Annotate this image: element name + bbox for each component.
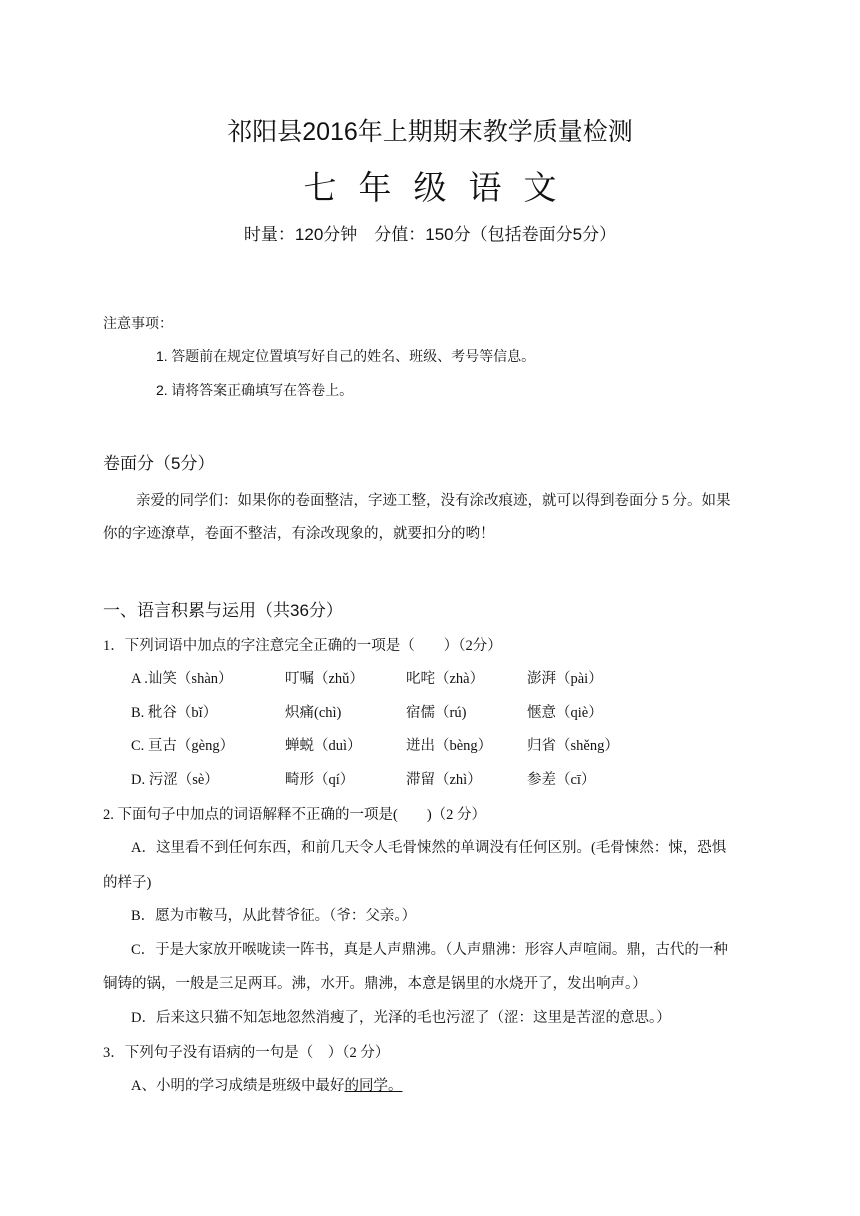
neatness-line-1: 亲爱的同学们：如果你的卷面整洁，字迹工整，没有涂改痕迹，就可以得到卷面分 5 分。如果 [136,493,731,509]
q2-option-c-line-1: C．于是大家放开喉咙读一阵书，真是人声鼎沸。（人声鼎沸：形容人声喧闹。鼎，古代的一种 [131,942,728,958]
q1-option-a-2: 叮嘱（zhǔ） [285,671,364,687]
q2-option-d: D．后来这只猫不知怎地忽然消瘦了，光泽的毛也污涩了（涩：这里是苦涩的意思。） [131,1010,671,1026]
q1-option-b-3: 宿儒（rú) [406,705,467,721]
q1-option-b: B. 秕谷（bǐ） [131,705,218,721]
section-1-heading: 一、语言积累与运用（共36分） [103,601,343,620]
q1-option-c-3: 迸出（bèng） [406,738,493,754]
q1-option-d: D. 污涩（sè） [131,772,219,788]
q1-option-a: A .讪笑（shàn） [131,671,233,687]
notice-item-num: 1. [156,348,168,364]
exam-meta: 时量：120分钟 分值：150分（包括卷面分5分） [243,225,617,244]
question-2-stem: 2. 下面句子中加点的词语解释不正确的一项是( )（2 分） [103,807,487,823]
q2-option-a-line-2: 的样子) [103,875,152,891]
notice-item-1 [156,346,535,366]
q2-option-a-line-1: A．这里看不到任何东西，和前几天令人毛骨悚然的单调没有任何区别。(毛骨悚然：悚，恐惧 [131,840,727,856]
q2-option-c-line-2: 铜铸的锅，一般是三足两耳。沸，水开。鼎沸，本意是锅里的水烧开了，发出响声。） [103,976,647,992]
notice-item-2 [156,380,353,400]
notice-heading: 注意事项： [103,317,173,332]
exam-subject: 七年级语文 [303,169,579,206]
q1-option-a-3: 叱咤（zhà） [406,671,485,687]
question-1-stem: 1．下列词语中加点的字注意完全正确的一项是（ ）（2分） [103,638,502,654]
notice-item-text: 请将答案正确填写在答卷上。 [171,384,354,399]
q1-option-d-3: 滞留（zhì） [406,772,482,788]
neatness-heading: 卷面分（5分） [103,454,215,473]
notice-item-num: 2. [156,382,168,398]
q1-option-d-2: 畸形（qí） [285,772,355,788]
q3-option-a [131,1074,402,1095]
q1-option-b-2: 炽痛(chì) [285,705,342,721]
q3-option-a-underlined: 的同学。 [344,1078,403,1094]
q1-option-c-4: 归省（shěng） [527,738,619,754]
q3-option-a-text: A、小明的学习成绩是班级中最好 [131,1078,345,1094]
question-3-stem: 3．下列句子没有语病的一句是（ ）（2 分） [103,1045,390,1061]
neatness-line-2: 你的字迹潦草，卷面不整洁，有涂改现象的，就要扣分的哟！ [103,526,495,542]
q1-option-c: C. 亘古（gèng） [131,738,235,754]
q2-option-b: B．愿为市鞍马，从此替爷征。（爷：父亲。） [131,908,417,924]
q1-option-b-4: 惬意（qiè） [527,705,603,721]
q1-option-c-2: 蝉蜕（duì） [285,738,362,754]
notice-item-text: 答题前在规定位置填写好自己的姓名、班级、考号等信息。 [171,350,536,365]
q1-option-a-4: 澎湃（pài） [527,671,603,687]
exam-title: 祁阳县2016年上期期末教学质量检测 [227,118,633,146]
q1-option-d-4: 参差（cī） [527,772,596,788]
